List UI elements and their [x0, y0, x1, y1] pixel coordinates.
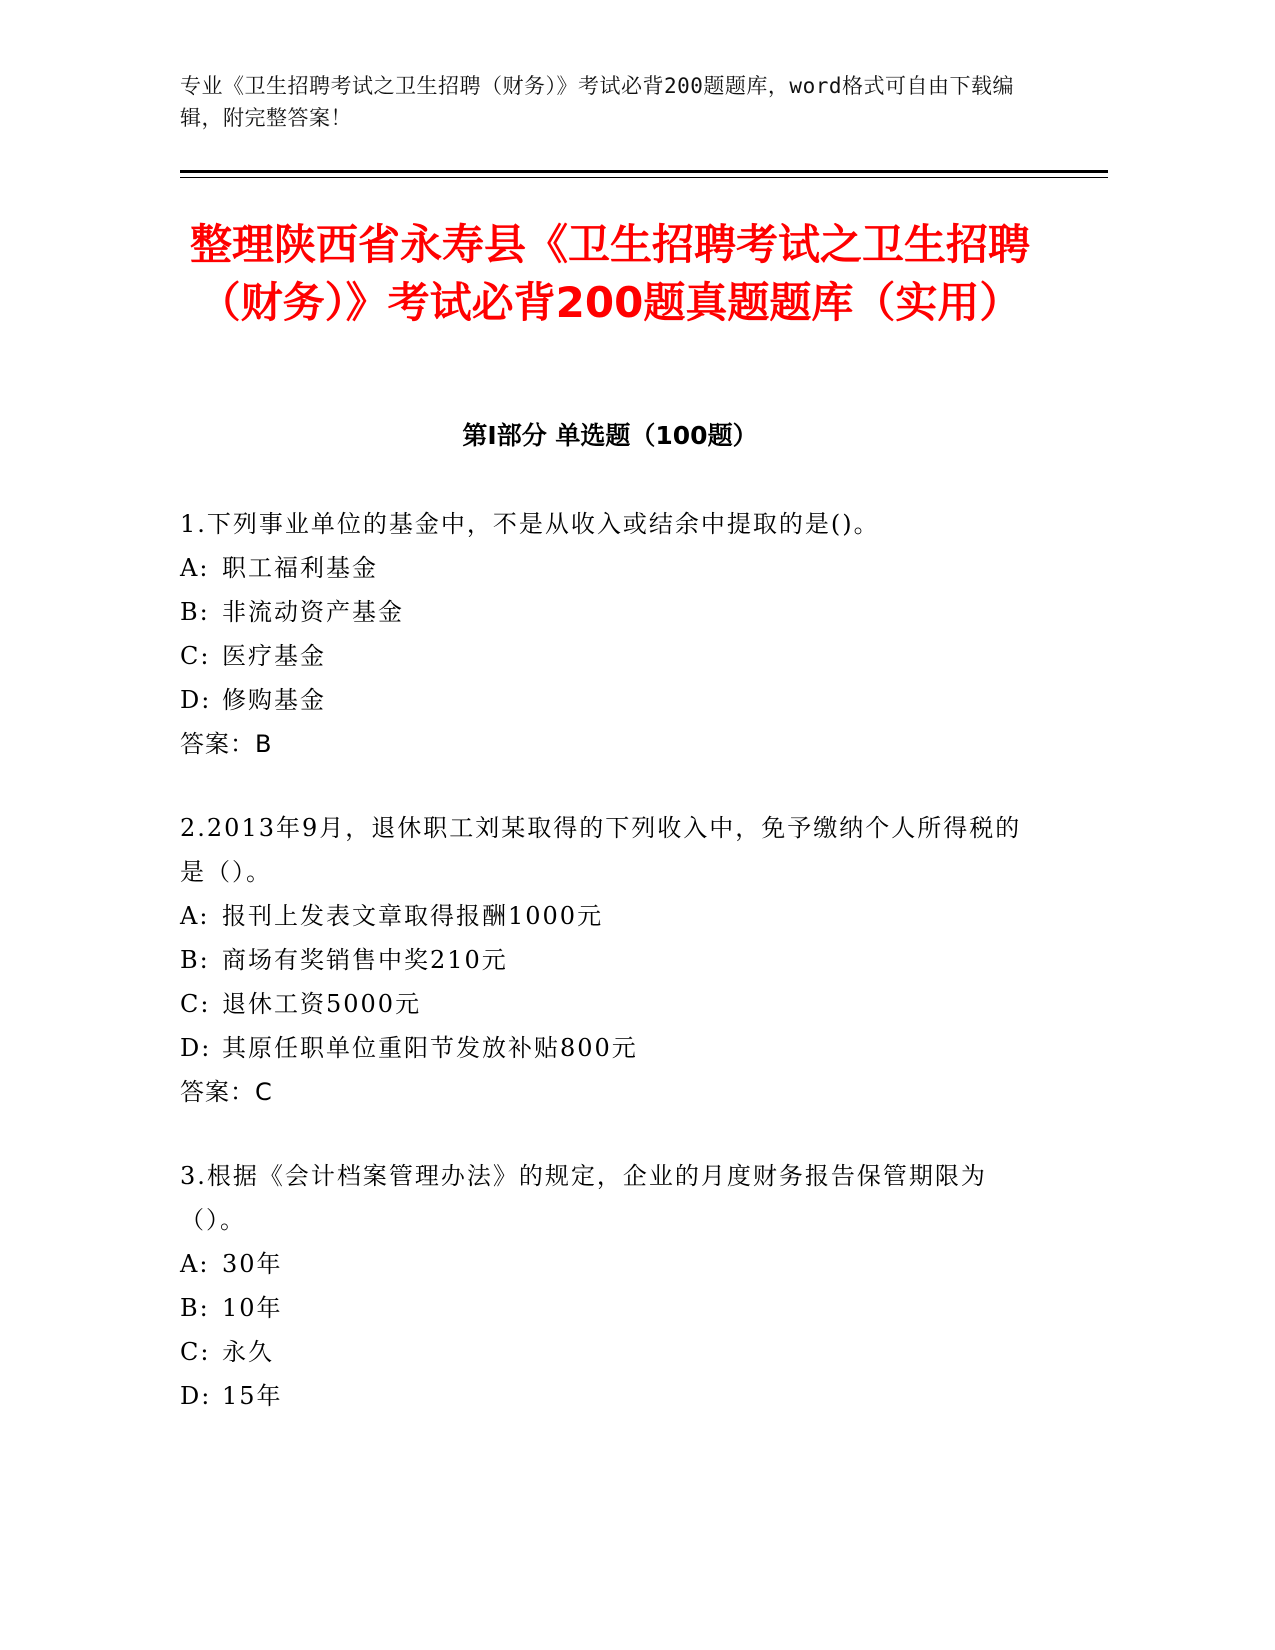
option-text: 30年 — [222, 1250, 283, 1278]
question-stem: 3.根据《会计档案管理办法》的规定，企业的月度财务报告保管期限为（）。 — [180, 1162, 987, 1234]
option-text: 职工福利基金 — [222, 554, 378, 582]
option-text: 修购基金 — [222, 686, 326, 714]
option-d — [180, 1026, 1030, 1070]
option-d — [180, 1374, 1030, 1418]
option-d — [180, 678, 1030, 722]
option-text: 15年 — [222, 1382, 283, 1410]
question-3 — [180, 1154, 1030, 1418]
question-1 — [180, 502, 1030, 766]
answer-line: 答案：B — [180, 730, 273, 758]
option-letter: B: — [180, 1294, 210, 1322]
option-letter: C: — [180, 1338, 211, 1366]
question-list — [180, 502, 1030, 1458]
option-c — [180, 982, 1030, 1026]
section-title: 第I部分 单选题（100题） — [462, 421, 758, 450]
question-stem: 2.2013年9月，退休职工刘某取得的下列收入中，免予缴纳个人所得税的是（）。 — [180, 814, 1022, 886]
option-letter: A: — [180, 1250, 210, 1278]
option-text: 永久 — [222, 1338, 274, 1366]
option-a — [180, 546, 1030, 590]
option-text: 商场有奖销售中奖210元 — [222, 946, 508, 974]
option-text: 报刊上发表文章取得报酬1000元 — [222, 902, 604, 930]
option-text: 其原任职单位重阳节发放补贴800元 — [222, 1034, 638, 1062]
header-divider-thin — [180, 177, 1108, 178]
option-letter: D: — [180, 686, 212, 714]
option-letter: A: — [180, 902, 210, 930]
header-divider-thick — [180, 170, 1108, 173]
option-letter: C: — [180, 990, 211, 1018]
question-2 — [180, 806, 1030, 1114]
option-text: 医疗基金 — [222, 642, 326, 670]
option-letter: A: — [180, 554, 210, 582]
answer-line: 答案：C — [180, 1078, 273, 1106]
option-letter: D: — [180, 1034, 212, 1062]
option-b — [180, 938, 1030, 982]
option-letter: C: — [180, 642, 211, 670]
question-stem: 1.下列事业单位的基金中，不是从收入或结余中提取的是()。 — [180, 510, 880, 538]
option-c — [180, 1330, 1030, 1374]
option-b — [180, 590, 1030, 634]
option-text: 10年 — [222, 1294, 283, 1322]
option-letter: B: — [180, 946, 210, 974]
option-letter: D: — [180, 1382, 212, 1410]
option-letter: B: — [180, 598, 210, 626]
option-b — [180, 1286, 1030, 1330]
option-a — [180, 894, 1030, 938]
header-note: 专业《卫生招聘考试之卫生招聘（财务）》考试必背200题题库，word格式可自由下载编辑，附完整答案！ — [180, 74, 1014, 130]
option-text: 非流动资产基金 — [222, 598, 404, 626]
document-title: 整理陕西省永寿县《卫生招聘考试之卫生招聘（财务）》考试必背200题真题题库（实用） — [189, 220, 1030, 327]
option-c — [180, 634, 1030, 678]
option-text: 退休工资5000元 — [222, 990, 422, 1018]
option-a — [180, 1242, 1030, 1286]
